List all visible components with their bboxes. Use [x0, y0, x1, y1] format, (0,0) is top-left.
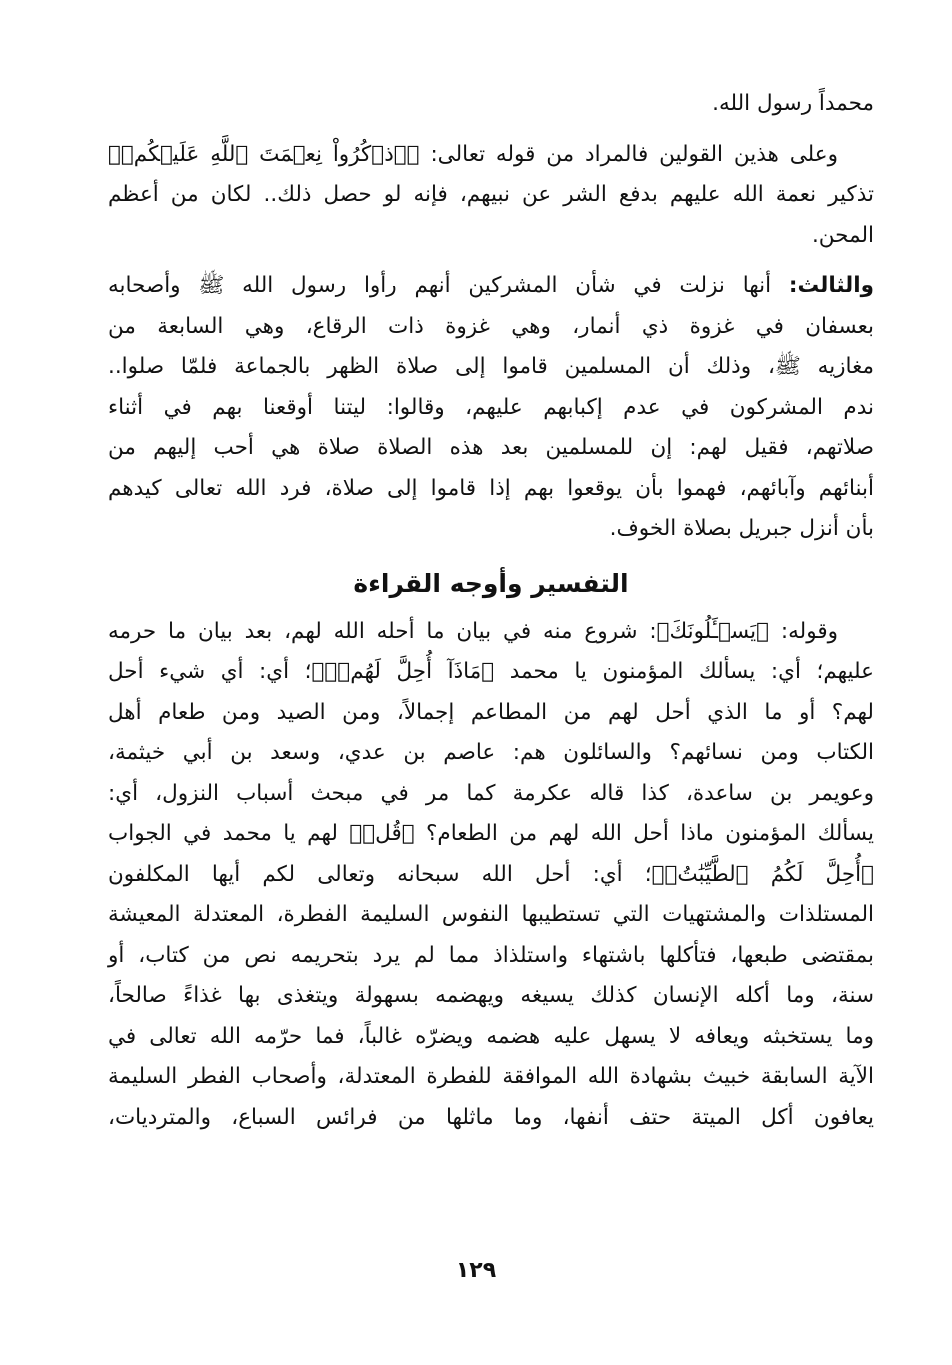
- paragraph-tafsir: [108, 612, 874, 1139]
- text-line: بعسفان في غزوة ذي أنمار، وهي غزوة ذات الرقاع، وهي السابعة من: [108, 313, 874, 339]
- text-line: عليهم؛ أي: يسألك المؤمنون يا محمد ﴿مَاذَآ أُحِلَّ لَهُمۡۖ﴾؛ أي: أي شيء أحل: [108, 659, 874, 684]
- text-line: محمداً رسول الله.: [712, 91, 874, 116]
- paragraph-third-opinion: [108, 266, 874, 550]
- text-line: بأن أنزل جبريل بصلاة الخوف.: [609, 516, 874, 541]
- page-body: [108, 84, 874, 1138]
- paragraph-conclusion: [108, 84, 874, 125]
- text-line: يسألك المؤمنون ماذا أحل الله لهم من الطعام؟ ﴿قُلۡ﴾ لهم يا محمد في الجواب: [108, 821, 874, 846]
- paragraph-gap: [108, 125, 874, 135]
- text-line: أبنائهم وآبائهم، فهموا بأن يوقعوا بهم إذا قاموا إلى صلاة، فرد الله تعالى كيدهم: [108, 475, 874, 501]
- text-line: لهم؟ أو ما الذي أحل لهم من المطاعم إجمالاً، ومن الصيد ومن طعام أهل: [108, 699, 874, 725]
- page-number: ١٢٩: [455, 1258, 497, 1283]
- section-heading: التفسير وأوجه القراءة: [353, 568, 629, 598]
- paragraph-two-opinions: [108, 135, 874, 257]
- text-line: ﴿أُحِلَّ لَكُمُ ٱلطَّيِّبَٰتُۙ﴾؛ أي: أحل الله سبحانه وتعالى لكم أيها المكلفون: [108, 861, 874, 887]
- text-line-rest: أنها نزلت في شأن المشركين أنهم رأوا رسول الله ﷺ وأصحابه: [108, 273, 789, 298]
- text-line: ندم المشركون في عدم إكبابهم عليهم، وقالوا: ليتنا أوقعنا بهم في أثناء: [108, 394, 874, 420]
- text-line: وعويمر بن ساعدة، كذا قاله عكرمة كما مر في مبحث أسباب النزول، أي:: [108, 780, 874, 806]
- text-line: صلاتهم، فقيل لهم: إن للمسلمين بعد هذه الصلاة صلاة هي أحب إليهم من: [108, 435, 874, 460]
- text-line: الكتاب ومن نسائهم؟ والسائلون هم: عاصم بن عدي، وسعد بن أبي خيثمة،: [108, 740, 874, 765]
- text-line: وعلى هذين القولين فالمراد من قوله تعالى: ﴿ٱذۡكُرُواْ نِعۡمَتَ ٱللَّهِ عَلَيۡكُمۡ﴾: [108, 141, 838, 167]
- text-line: وقوله: ﴿يَسۡـَٔلُونَكَ﴾: شروع منه في بيان ما أحله الله لهم، بعد بيان ما حرمه: [108, 618, 838, 644]
- text-line: المستلذات والمشتهيات التي تستطيبها النفوس السليمة الفطرة، المعتدلة المعيشة: [108, 902, 874, 927]
- text-line: مغازيه ﷺ، وذلك أن المسلمين قاموا إلى صلاة الظهر بالجماعة فلمّا صلوا..: [108, 354, 874, 379]
- text-line: سنة، وما أكله الإنسان كذلك يسيغه ويهضمه بسهولة ويتغذى بها غذاءً صالحاً،: [108, 983, 874, 1008]
- text-line: الآية السابقة خبيث بشهادة الله الموافقة للفطرة المعتدلة، وأصحاب الفطر السليمة: [108, 1064, 874, 1089]
- text-line: تذكير نعمة الله عليهم بدفع الشر عن نبيهم، فإنه لو حصل ذلك.. لكان من أعظم: [108, 182, 874, 207]
- text-line: وما يستخبثه ويعافه لا يسهل عليه هضمه ويضرّه غالباً، فما حرّمه الله تعالى في: [108, 1023, 874, 1049]
- third-opinion-lead: والثالث:: [788, 273, 874, 298]
- text-line: المحن.: [811, 222, 874, 248]
- text-line: يعافون أكل الميتة حتف أنفها، وما ماثلها من فرائس السباع، والمترديات،: [108, 1104, 874, 1130]
- text-line: [108, 266, 874, 307]
- text-line: بمقتضى طبعها، فتأكلها باشتهاء واستلذاذ مما لم يرد بتحريمه نص من كتاب، أو: [108, 942, 874, 968]
- paragraph-gap: [108, 256, 874, 266]
